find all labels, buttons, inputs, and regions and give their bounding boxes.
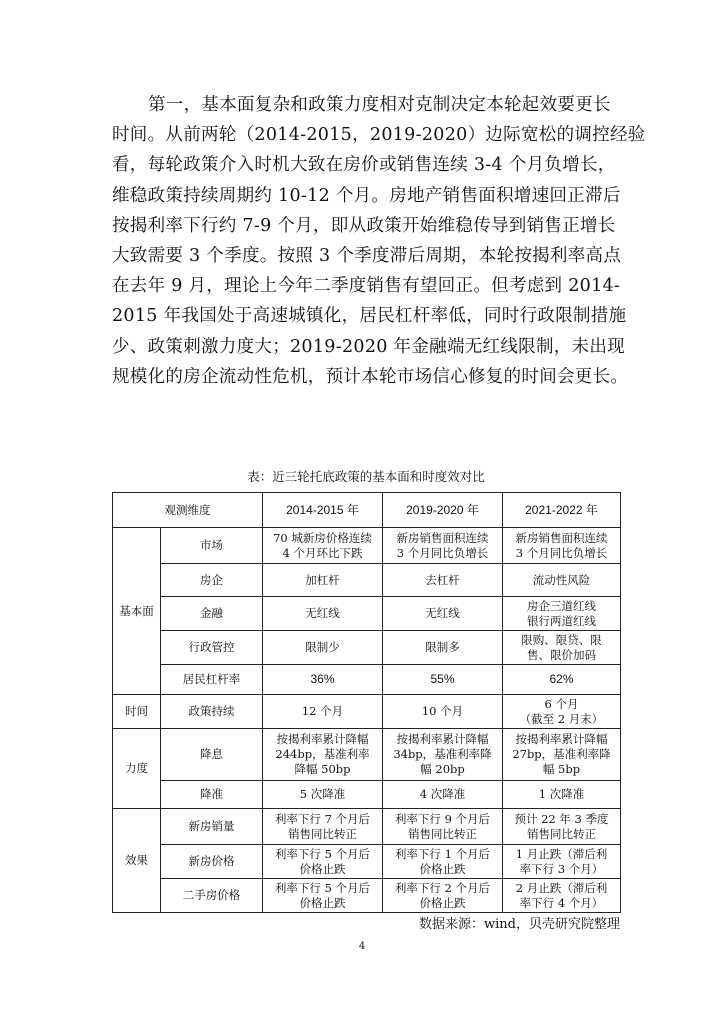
header-year: 2019-2020 年	[383, 493, 503, 528]
paragraph-line: 时间。从前两轮（2014-2015，2019-2020）边际宽松的调控经验	[112, 125, 646, 146]
paragraph-line: 2015 年我国处于高速城镇化，居民杠杆率低，同时行政限制措施	[112, 306, 627, 327]
table-cell: 去杠杆	[383, 564, 503, 597]
table-cell: 利率下行 7 个月后 销售同比转正	[263, 809, 383, 845]
table-cell: 利率下行 9 个月后 销售同比转正	[383, 809, 503, 845]
table-cell: 按揭利率累计降幅 244bp，基准利率 降幅 50bp	[263, 729, 383, 781]
table-cell: 10 个月	[383, 695, 503, 729]
paragraph-line: 第一，基本面复杂和政策力度相对克制决定本轮起效要更长	[148, 95, 611, 115]
table-row	[113, 665, 621, 695]
row-label: 二手房价格	[161, 879, 263, 913]
paragraph-line: 维稳政策持续周期约 10-12 个月。房地产销售面积增速回正滞后	[112, 185, 621, 206]
table-cell: 无红线	[383, 597, 503, 631]
paragraph-line: 在去年 9 月，理论上今年二季度销售有望回正。但考虑到 2014-	[112, 276, 621, 297]
table-caption: 表：近三轮托底政策的基本面和时度效对比	[247, 469, 485, 484]
row-label: 降准	[161, 781, 263, 809]
body-paragraph	[112, 90, 646, 392]
table-cell: 限购、限贷、限 售、限价加码	[503, 631, 621, 665]
table-cell: 55%	[383, 665, 503, 695]
table-cell: 利率下行 5 个月后 价格止跌	[263, 845, 383, 879]
table-cell: 利率下行 2 个月后 价格止跌	[383, 879, 503, 913]
table-cell: 按揭利率累计降幅 34bp，基准利率降 幅 20bp	[383, 729, 503, 781]
table-row	[113, 528, 621, 564]
table-cell: 4 次降准	[383, 781, 503, 809]
row-label: 政策持续	[161, 695, 263, 729]
paragraph-line: 大致需要 3 个季度。按照 3 个季度滞后周期，本轮按揭利率高点	[112, 246, 622, 267]
row-label: 房企	[161, 564, 263, 597]
table-cell: 1 次降准	[503, 781, 621, 809]
paragraph-line: 按揭利率下行约 7-9 个月，即从政策开始维稳传导到销售正增长	[112, 215, 616, 236]
table-cell: 限制多	[383, 631, 503, 665]
header-year: 2014-2015 年	[263, 493, 383, 528]
header-dimension: 观测维度	[113, 493, 263, 528]
table-cell: 70 城新房价格连续 4 个月环比下跌	[263, 528, 383, 564]
table-cell: 房企三道红线 银行两道红线	[503, 597, 621, 631]
table-row	[113, 597, 621, 631]
table-cell: 限制少	[263, 631, 383, 665]
table-cell: 62%	[503, 665, 621, 695]
row-label: 行政管控	[161, 631, 263, 665]
table-cell: 流动性风险	[503, 564, 621, 597]
row-label: 金融	[161, 597, 263, 631]
table-row	[113, 564, 621, 597]
table-cell: 预计 22 年 3 季度 销售同比转正	[503, 809, 621, 845]
table-cell: 6 个月 （截至 2 月末）	[503, 695, 621, 729]
paragraph-line: 看，每轮政策介入时机大致在房价或销售连续 3-4 个月负增长，	[112, 155, 616, 176]
table-cell: 加杠杆	[263, 564, 383, 597]
table-cell: 新房销售面积连续 3 个月同比负增长	[503, 528, 621, 564]
comparison-table	[112, 492, 621, 913]
table-row	[113, 631, 621, 665]
table-cell: 利率下行 5 个月后 价格止跌	[263, 879, 383, 913]
row-label: 降息	[161, 729, 263, 781]
table-cell: 利率下行 1 个月后 价格止跌	[383, 845, 503, 879]
page-number: 4	[358, 941, 366, 952]
table-row	[113, 729, 621, 781]
row-label: 新房销量	[161, 809, 263, 845]
table-cell: 2 月止跌（滞后利 率下行 4 个月）	[503, 879, 621, 913]
table-cell: 无红线	[263, 597, 383, 631]
group-label: 力度	[113, 729, 161, 809]
table-header-row	[113, 493, 621, 528]
group-label: 时间	[113, 695, 161, 729]
table-cell: 按揭利率累计降幅 27bp，基准利率降 幅 5bp	[503, 729, 621, 781]
table-cell: 1 月止跌（滞后利 率下行 3 个月）	[503, 845, 621, 879]
table-row	[113, 695, 621, 729]
table-cell: 新房销售面积连续 3 个月同比负增长	[383, 528, 503, 564]
table-row	[113, 781, 621, 809]
table-row	[113, 845, 621, 879]
data-source-note: 数据来源：wind，贝壳研究院整理	[419, 917, 620, 932]
paragraph-line: 少、政策刺激力度大；2019-2020 年金融端无红线限制，未出现	[112, 336, 625, 357]
table-cell: 5 次降准	[263, 781, 383, 809]
row-label: 居民杠杆率	[161, 665, 263, 695]
paragraph-line: 规模化的房企流动性危机，预计本轮市场信心修复的时间会更长。	[112, 366, 629, 387]
table-row	[113, 879, 621, 913]
group-label: 基本面	[113, 528, 161, 695]
table-cell: 12 个月	[263, 695, 383, 729]
row-label: 市场	[161, 528, 263, 564]
header-year: 2021-2022 年	[503, 493, 621, 528]
row-label: 新房价格	[161, 845, 263, 879]
table-row	[113, 809, 621, 845]
group-label: 效果	[113, 809, 161, 913]
table-cell: 36%	[263, 665, 383, 695]
